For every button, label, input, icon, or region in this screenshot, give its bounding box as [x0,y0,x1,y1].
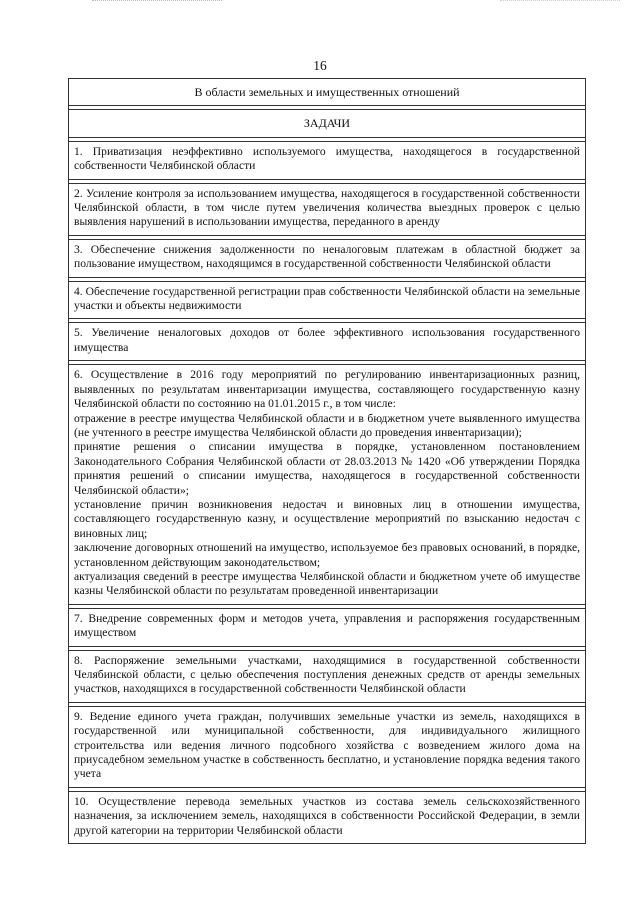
task-paragraph: принятие решения о списании имущества в порядке, установленном постановлением Законодательного Собрания Челябинской области от 28.03.2013 № 1420 «Об утверждении Порядка принятия решений о списании имущества, находящегося в государственной собственности Челябинской области»; [74,440,580,497]
section-title: В области земельных и имущественных отношений [69,79,586,106]
task-2 [69,183,586,235]
task-row [69,183,586,235]
task-row [69,365,586,605]
tasks-table [68,78,586,844]
task-5 [69,323,586,361]
task-9 [69,706,586,787]
task-row [69,281,586,319]
section-title-row [69,79,586,106]
task-paragraph: 2. Усиление контроля за использованием имущества, находящегося в государственной собственности Челябинской области, в том числе путем увеличения количества выездных проверок с целью выявления нарушений в использовании имущества, переданного в аренду [74,186,580,229]
task-paragraph: 7. Внедрение современных форм и методов учета, управления и распоряжения государственным имуществом [74,611,580,640]
task-1 [69,141,586,179]
task-8 [69,650,586,702]
task-3 [69,239,586,277]
task-row [69,791,586,843]
task-paragraph: 10. Осуществление перевода земельных участков из состава земель сельскохозяйственного назначения, за исключением земель, находящихся в собственности Российской Федерации, в земли другой категории на территории Челябинской области [74,794,580,837]
page-number: 16 [313,58,327,73]
task-paragraph: 3. Обеспечение снижения задолженности по неналоговым платежам в областной бюджет за пользование имуществом, находящимся в государственной собственности Челябинской области [74,242,580,271]
task-row [69,706,586,787]
task-row [69,323,586,361]
task-paragraph: 5. Увеличение неналоговых доходов от более эффективного использования государственного имущества [74,326,580,354]
task-4 [69,281,586,319]
task-paragraph: 1. Приватизация неэффективно используемого имущества, находящегося в государственной собственности Челябинской области [74,144,580,173]
task-paragraph: 6. Осуществление в 2016 году мероприятий по регулированию инвентаризационных разниц, выявленных по результатам инвентаризации имущества, составляющего государственную казну Челябинской области по состоянию на 01.01.2015 г., в том числе: [74,368,580,411]
task-paragraph: 9. Ведение единого учета граждан, получивших земельные участки из земель, находящихся в государственной или муниципальной собственности, для индивидуального жилищного строительства или ведения личного подсобного хозяйства с возведением жилого дома на приусадебном земельном участке в собственность бесплатно, и установление порядка ведения такого учета [74,709,580,781]
task-paragraph: установление причин возникновения недостач и виновных лиц в отношении имущества, составляющего государственную казну, и осуществление мероприятий по взысканию недостач с виновных лиц; [74,497,580,540]
task-row [69,650,586,702]
task-paragraph: актуализация сведений в реестре имущества Челябинской области и бюджетном учете об имуществе казны Челябинской области по результатам проведенной инвентаризации [74,569,580,598]
tasks-heading: ЗАДАЧИ [69,110,586,137]
task-7 [69,608,586,646]
task-paragraph: 8. Распоряжение земельными участками, находящимися в государственной собственности Челябинской области, с целью обеспечения поступления денежных средств от аренды земельных участков, находящихся в государственной собственности Челябинской области [74,653,580,696]
scan-artifact-top [92,0,222,5]
task-paragraph: отражение в реестре имущества Челябинской области и в бюджетном учете выявленного имущества (не учтенного в реестре имущества Челябинской области до проведения инвентаризации); [74,411,580,439]
task-10 [69,791,586,843]
task-row [69,608,586,646]
task-row [69,239,586,277]
scan-artifact-right [500,0,620,5]
task-6 [69,365,586,605]
task-paragraph: заключение договорных отношений на имущество, используемое без правовых оснований, в порядке, установленном действующим законодательством; [74,541,580,569]
tasks-heading-row [69,110,586,137]
task-paragraph: 4. Обеспечение государственной регистрации прав собственности Челябинской области на земельные участки и объекты недвижимости [74,284,580,313]
task-row [69,141,586,179]
